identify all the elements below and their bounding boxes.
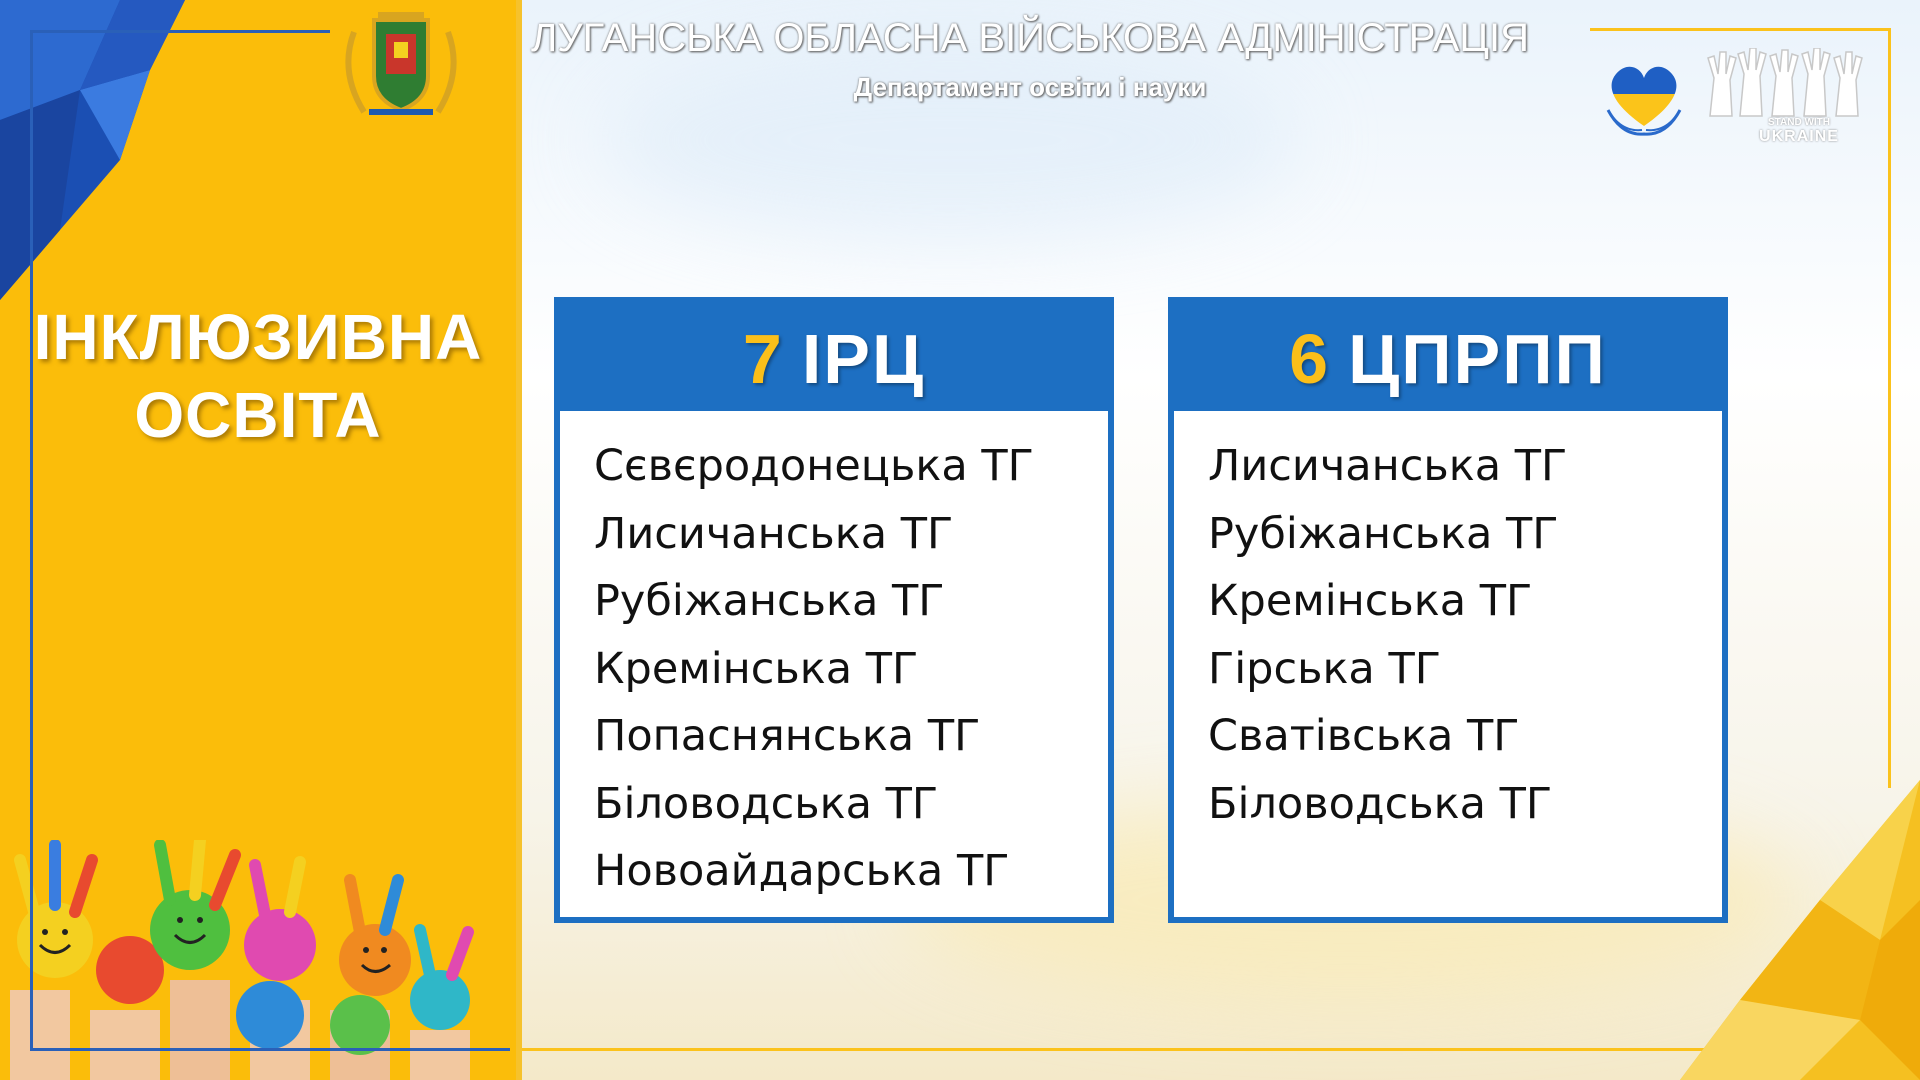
list-item: Лисичанська ТГ [1208,441,1568,491]
cprpp-label: ЦПРПП [1348,320,1607,398]
list-item: Сватівська ТГ [1208,711,1520,761]
list-item: Новоайдарська ТГ [594,846,1010,896]
irc-card-header [560,303,1108,411]
list-item: Лисичанська ТГ [594,508,954,559]
irc-card [554,297,1114,923]
stand-with-ukraine-hands-icon [1700,48,1880,120]
irc-count: 7 [742,320,784,398]
list-item: Кремінська ТГ [1208,576,1533,626]
irc-label: ІРЦ [801,320,926,398]
luhansk-oblast-coat-of-arms-icon [334,12,468,124]
page-title-line-1: ІНКЛЮЗИВНА [33,301,483,373]
list-item: Біловодська ТГ [594,778,939,829]
list-item: Рубіжанська ТГ [594,576,945,626]
cprpp-community-list [1174,411,1722,838]
stand-with-text: STAND WITH [1767,117,1831,128]
painted-children-hands-icon [0,840,516,1080]
list-item: Попаснянська ТГ [594,711,981,761]
organization-title: ЛУГАНСЬКА ОБЛАСНА ВІЙСЬКОВА АДМІНІСТРАЦІЯ [530,16,1529,60]
side-panel [0,0,516,1080]
yellow-line-bottom [522,1048,1882,1051]
list-item: Гірська ТГ [1208,643,1441,694]
frame-line-left [30,30,33,1048]
department-title: Департамент освіти і науки [853,72,1207,102]
stand-with-ukraine-label [1744,116,1854,144]
cprpp-card [1168,297,1728,923]
page-title-line-2: ОСВІТА [134,379,382,451]
frame-line-bottom [30,1048,510,1051]
background-glow-top [600,40,1300,240]
irc-community-list [560,411,1108,906]
list-item: Сєвєродонецька ТГ [594,441,1034,491]
list-item: Рубіжанська ТГ [1208,508,1559,559]
ukraine-text: UKRAINE [1759,128,1839,145]
ukraine-heart-hands-icon [1602,56,1686,140]
list-item: Біловодська ТГ [1208,778,1553,829]
list-item: Кремінська ТГ [594,643,919,694]
yellow-line-top-right [1590,28,1890,31]
side-panel-edge [516,0,522,1080]
yellow-line-right [1888,28,1891,788]
frame-line-top [30,30,330,33]
cprpp-count: 6 [1289,320,1331,398]
page-title [0,298,516,454]
cprpp-card-header [1174,303,1722,411]
